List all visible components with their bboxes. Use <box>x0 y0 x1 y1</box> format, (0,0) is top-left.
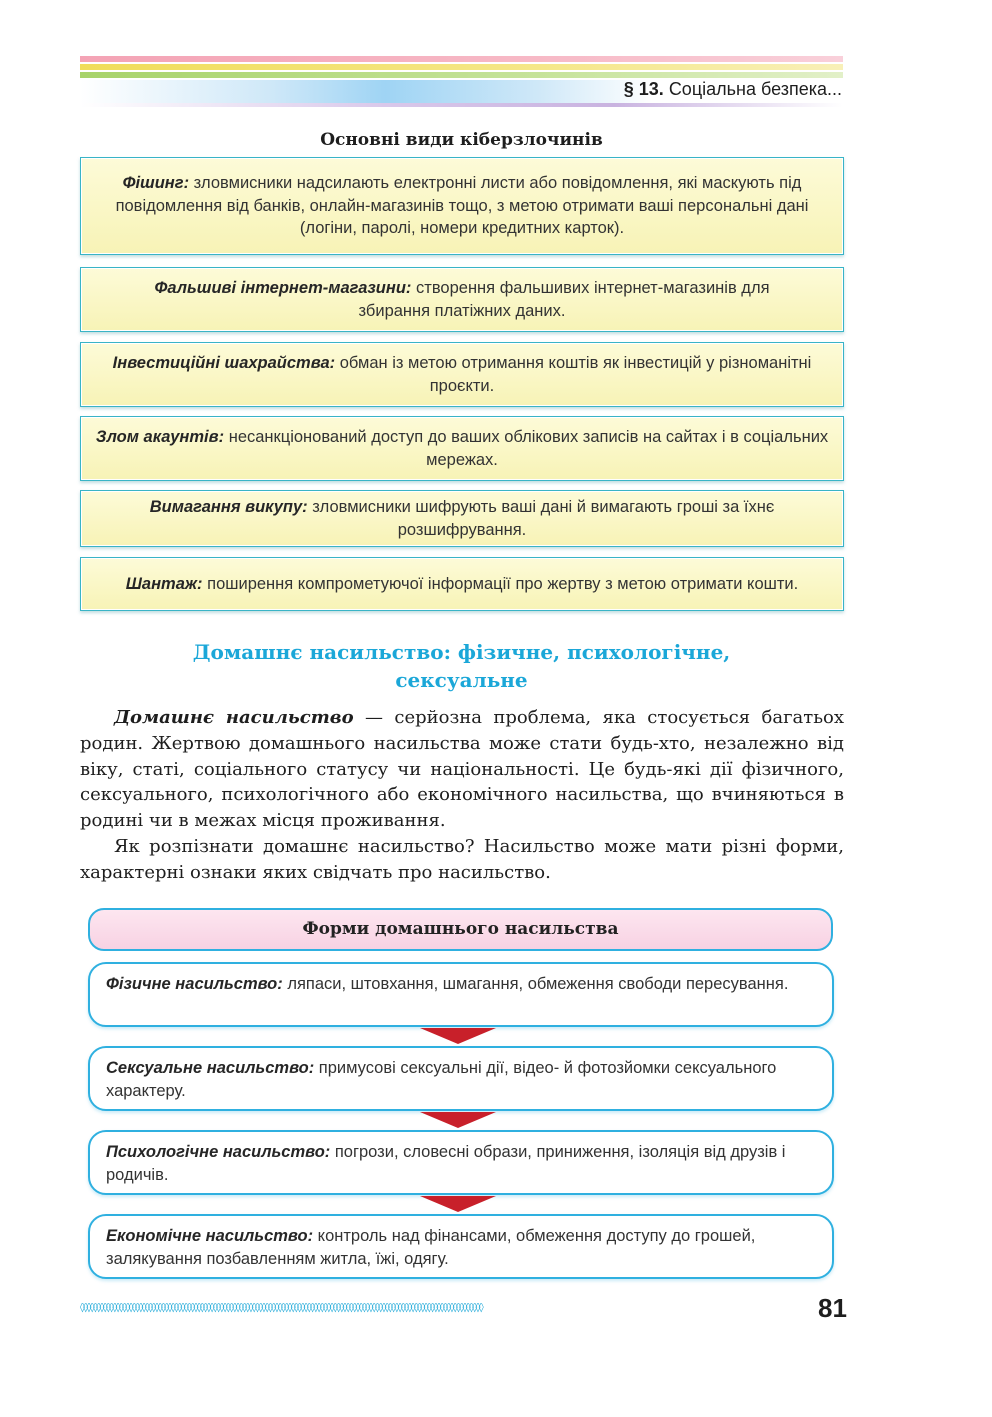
cyber-box-fake-shops <box>80 267 844 332</box>
arrow-down-icon <box>420 1028 496 1044</box>
forms-title: Форми домашнього насильства <box>88 908 833 951</box>
form-term: Економічне насильство: <box>106 1227 314 1245</box>
form-term: Фізичне насильство: <box>106 975 283 993</box>
form-term: Сексуальне насильство: <box>106 1059 315 1077</box>
cyber-term: Інвестиційні шахрайства: <box>112 354 336 372</box>
cyber-box-investment-fraud <box>80 342 844 407</box>
form-box-sexual <box>88 1046 834 1111</box>
domestic-section-title <box>80 638 843 694</box>
cyber-text: зловмисники надсилають електронні листи або повідомлення, які маскують під повідомлення від банків, онлайн-магазинів тощо, з метою отримати ваші персональні дані (логіни, паролі, номери кредитних карток). <box>115 174 809 238</box>
cyber-term: Вимагання викупу: <box>149 498 308 516</box>
form-text: примусові сексуальні дії, відео- й фотозйомки сексуального характеру. <box>106 1059 777 1100</box>
cyber-term: Шантаж: <box>125 574 203 593</box>
form-box-psychological <box>88 1130 834 1195</box>
form-text: контроль над фінансами, обмеження доступу до грошей, залякування позбавленням житла, їжі, одягу. <box>106 1227 756 1268</box>
domestic-lead-term: Домашнє насильство <box>114 707 354 728</box>
section-title: Соціальна безпека... <box>668 79 842 99</box>
cyber-text: поширення компрометуючої інформації про жертву з метою отримати кошти. <box>207 574 799 593</box>
running-head <box>624 79 842 100</box>
form-text: погрози, словесні образи, приниження, ізоляція від друзів і родичів. <box>106 1143 786 1184</box>
header-stripe-green <box>80 72 843 78</box>
section-number: § 13. <box>623 79 664 99</box>
arrow-down-icon <box>420 1196 496 1212</box>
cyber-box-ransom <box>80 490 844 547</box>
domestic-paragraph-2: Як розпізнати домашнє насильство? Насильство може мати різні форми, характерні ознаки яких свідчать про насильство. <box>80 836 844 883</box>
cyber-term: Злом акаунтів: <box>95 428 225 446</box>
cyber-text: зловмисники шифрують ваші дані й вимагають гроші за їхнє розшифрування. <box>312 498 775 539</box>
domestic-title-line1: Домашнє насильство: фізичне, психологічне, <box>192 640 731 664</box>
cyber-box-blackmail <box>80 557 844 611</box>
header-stripe-pink <box>80 56 843 62</box>
cyber-text: обман із метою отримання коштів як інвестицій у різноманітні проєкти. <box>339 354 812 395</box>
cyber-title: Основні види кіберзлочинів <box>320 130 603 150</box>
form-box-physical <box>88 962 834 1027</box>
header-stripe-purple <box>80 103 843 107</box>
form-box-economic <box>88 1214 834 1279</box>
cyber-box-phishing <box>80 157 844 255</box>
page-number: 81 <box>818 1293 847 1323</box>
cyber-term: Фальшиві інтернет-магазини: <box>154 279 412 297</box>
cyber-text: несанкціонований доступ до ваших облікових записів на сайтах і в соціальних мережах. <box>228 428 829 469</box>
cyber-box-account-hacking <box>80 416 844 481</box>
cyber-text: створення фальшивих інтернет-магазинів для збирання платіжних даних. <box>358 279 770 320</box>
header-stripe-yellow <box>80 64 843 70</box>
footer-ornament: ◊◊◊◊◊◊◊◊◊◊◊◊◊◊◊◊◊◊◊◊◊◊◊◊◊◊◊◊◊◊◊◊◊◊◊◊◊◊◊◊◊◊◊◊◊◊◊◊◊◊◊◊◊◊◊◊◊◊◊◊◊◊◊◊◊◊◊◊◊◊◊◊◊◊◊◊◊◊◊◊◊◊◊◊◊◊◊◊◊◊◊◊◊◊◊◊◊◊◊◊◊◊◊◊◊◊◊◊◊◊◊◊◊◊◊◊◊◊◊◊◊◊◊◊ <box>80 1303 482 1313</box>
form-term: Психологічне насильство: <box>106 1143 331 1161</box>
arrow-down-icon <box>420 1112 496 1128</box>
domestic-paragraph-1 <box>80 705 844 834</box>
domestic-para1-text: — серйозна проблема, яка стосується багатьох родин. Жертвою домашнього насильства може стати будь-хто, незалежно від віку, статі, соціального статусу чи національності. Це будь-які дії фізичного, сексуального, психологічного або економічного насильства, що вчиняються в родині чи в межах місця проживання. <box>80 707 844 832</box>
form-text: ляпаси, штовхання, шмагання, обмеження свободи пересування. <box>287 975 789 993</box>
domestic-title-line2: сексуальне <box>395 668 528 692</box>
cyber-term: Фішинг: <box>122 174 190 193</box>
